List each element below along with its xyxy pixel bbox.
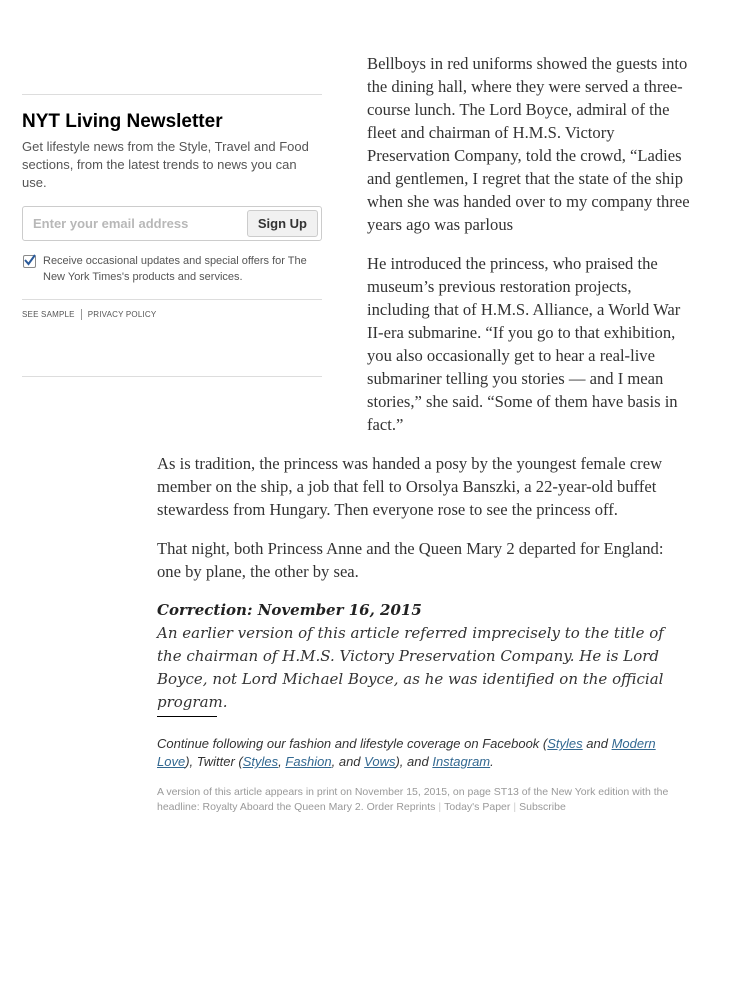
correction-heading: Correction: November 16, 2015	[157, 601, 422, 619]
follow-text: .	[490, 754, 494, 769]
follow-coverage-note	[157, 735, 690, 771]
instagram-link[interactable]: Instagram	[432, 754, 491, 769]
article-paragraph: Bellboys in red uniforms showed the guests into the dining hall, where they were served a three-course lunch. The Lord Boyce, admiral of the fleet and chairman of H.M.S. Victory Preservation Company, told the crowd, “Ladies and gentlemen, I regret that the state of the ship when she was handed over to my company three years ago was parlous	[367, 54, 690, 234]
checkmark-icon	[23, 253, 37, 267]
newsletter-title: NYT Living Newsletter	[22, 111, 223, 132]
newsletter-links	[22, 309, 322, 320]
pipe-separator: |	[438, 801, 442, 813]
twitter-fashion-link[interactable]: Fashion	[285, 754, 332, 769]
article-paragraph: As is tradition, the princess was handed a posy by the youngest female crew member on the ship, a job that fell to Orsolya Banszki, a 22-year-old buffet stewardess from Hungary. Then everyone rose to see the princess off.	[157, 454, 663, 519]
print-note-text: A version of this article appears in print on November 15, 2015, on page ST13 of the New York edition with the headline: Royalty Aboard the Queen Mary 2.	[157, 786, 669, 813]
correction-note	[157, 599, 690, 714]
print-edition-note	[157, 785, 690, 815]
newsletter-divider	[22, 299, 322, 300]
newsletter-bottom-border	[22, 376, 322, 377]
sign-up-button[interactable]: Sign Up	[247, 210, 318, 237]
facebook-modern-love-link[interactable]: Modern Love	[157, 736, 656, 769]
footer-divider	[157, 716, 217, 717]
email-input[interactable]	[31, 215, 247, 232]
todays-paper-link[interactable]: Today's Paper	[444, 801, 511, 813]
newsletter-module	[22, 94, 322, 377]
facebook-styles-link[interactable]: Styles	[547, 736, 583, 751]
twitter-vows-link[interactable]: Vows	[364, 754, 396, 769]
link-separator	[81, 309, 82, 320]
offers-checkbox-label: Receive occasional updates and special offers for The New York Times's products and services.	[43, 255, 307, 283]
correction-text: An earlier version of this article referred imprecisely to the title of the chairman of H.M.S. Victory Preservation Company. He is Lord Boyce, not Lord Michael Boyce, as he was identified on the official program.	[157, 624, 664, 711]
follow-text: Continue following our fashion and lifestyle coverage on Facebook (	[157, 736, 548, 751]
follow-text: ), Twitter (	[185, 754, 243, 769]
article-paragraph: That night, both Princess Anne and the Queen Mary 2 departed for England: one by plane, the other by sea.	[157, 539, 664, 581]
newsletter-signup-form	[22, 206, 322, 241]
twitter-styles-link[interactable]: Styles	[242, 754, 279, 769]
newsletter-description: Get lifestyle news from the Style, Travel and Food sections, from the latest trends to news you can use.	[22, 139, 309, 190]
see-sample-link[interactable]: SEE SAMPLE	[22, 310, 75, 319]
follow-text: and	[582, 736, 612, 751]
subscribe-link[interactable]: Subscribe	[519, 801, 566, 813]
offers-checkbox-row	[22, 253, 322, 285]
offers-checkbox[interactable]	[23, 255, 36, 268]
order-reprints-link[interactable]: Order Reprints	[366, 801, 436, 813]
article-paragraph: He introduced the princess, who praised the museum’s previous restoration projects, including that of H.M.S. Alliance, a World War II-era submarine. “If you go to that exhibition, you also occasionally get to hear a real-live submariner telling you stories — and I mean stories,” she said. “Some of them have basis in fact.”	[367, 254, 681, 434]
follow-text: ,	[278, 754, 286, 769]
pipe-separator: |	[513, 801, 517, 813]
follow-text: , and	[331, 754, 365, 769]
privacy-policy-link[interactable]: PRIVACY POLICY	[87, 310, 157, 319]
follow-text: ), and	[395, 754, 433, 769]
